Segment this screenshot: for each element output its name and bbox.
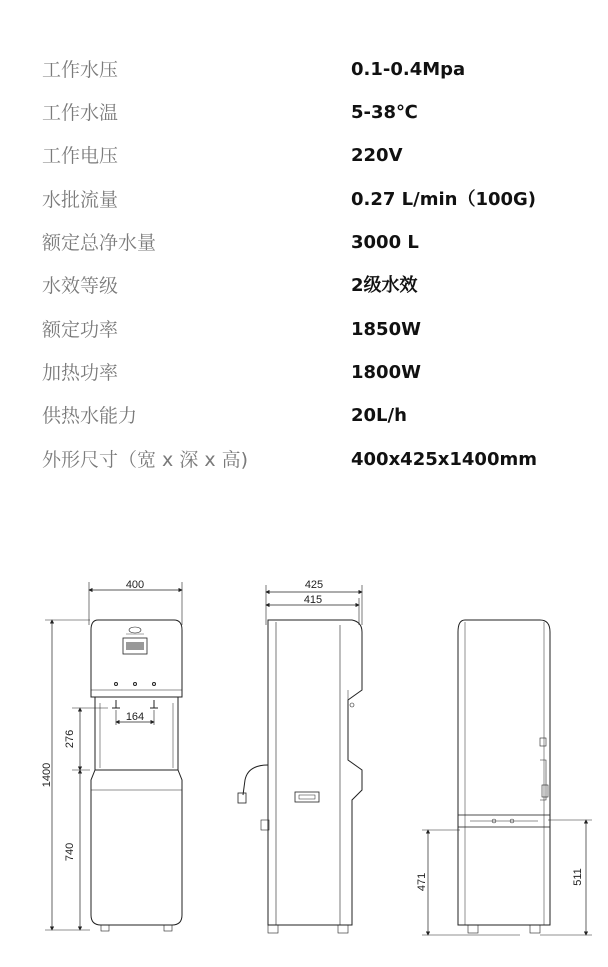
spec-label: 工作电压: [42, 145, 119, 167]
spec-label: 外形尺寸（宽 x 深 x 高): [42, 449, 249, 471]
spec-label: 供热水能力: [42, 405, 138, 427]
spec-label: 工作水温: [42, 102, 119, 124]
spec-row: [0, 271, 608, 301]
spec-label: 水批流量: [42, 189, 119, 211]
spec-label: 额定功率: [42, 319, 119, 341]
spec-value: 20L/h: [351, 405, 407, 426]
front-width-label: 400: [125, 579, 145, 591]
back-right-height-label: 511: [572, 868, 584, 886]
front-height-label: 1400: [41, 762, 53, 788]
spec-value: 0.1-0.4Mpa: [351, 59, 466, 80]
back-view: [422, 620, 592, 935]
spec-value: 400x425x1400mm: [351, 449, 537, 470]
tap-height-label: 276: [64, 729, 76, 749]
spec-value: 5-38℃: [351, 102, 418, 123]
dimension-drawings: [0, 560, 608, 960]
back-left-height-label: 471: [416, 872, 428, 892]
spec-label: 加热功率: [42, 362, 119, 384]
spec-label: 工作水压: [42, 59, 119, 81]
spec-row: [0, 185, 608, 215]
spec-value: 3000 L: [351, 232, 419, 253]
cabinet-height-label: 740: [64, 842, 76, 862]
spec-row: [0, 55, 608, 85]
side-view: [238, 585, 362, 933]
spec-value: 0.27 L/min（100G): [351, 189, 537, 210]
spec-row: [0, 98, 608, 128]
spec-row: [0, 228, 608, 258]
spec-value: 220V: [351, 145, 403, 166]
spec-label: 水效等级: [42, 275, 119, 297]
side-body-depth-label: 415: [303, 594, 323, 606]
tap-spacing-label: 164: [125, 711, 145, 723]
spec-row: [0, 315, 608, 345]
side-depth-label: 425: [304, 579, 324, 591]
spec-value: 2级水效: [351, 275, 418, 296]
spec-row: [0, 358, 608, 388]
spec-row: [0, 141, 608, 171]
spec-value: 1800W: [351, 362, 421, 383]
front-view: [45, 582, 182, 931]
spec-row: [0, 401, 608, 431]
spec-value: 1850W: [351, 319, 421, 340]
spec-row: [0, 445, 608, 475]
spec-label: 额定总净水量: [42, 232, 157, 254]
